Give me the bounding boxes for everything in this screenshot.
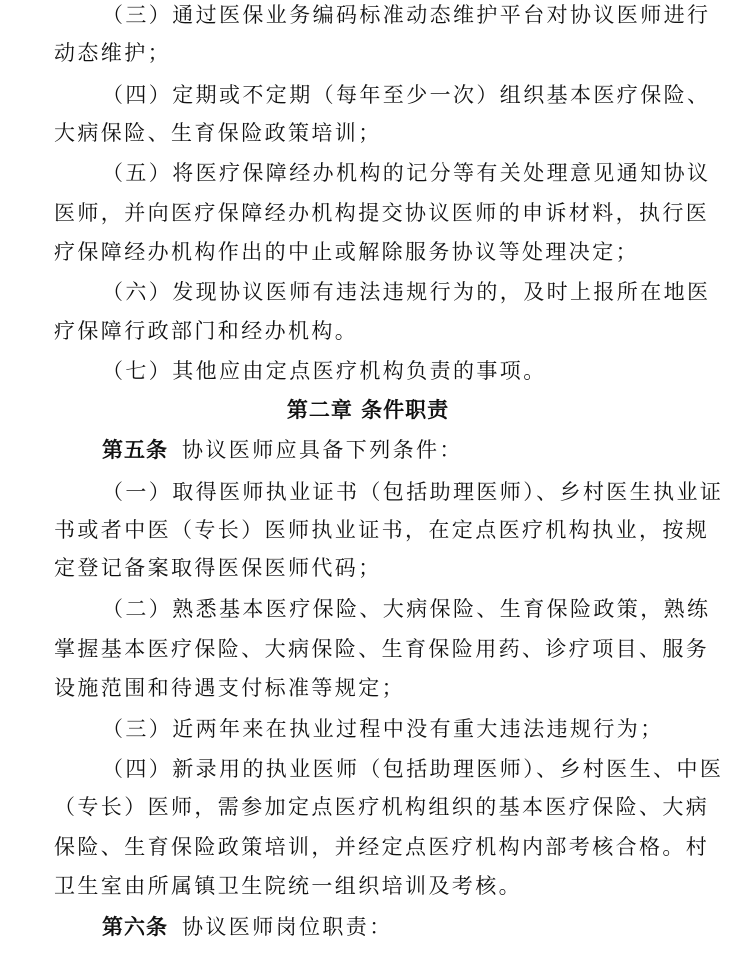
paragraph-line: （二）熟悉基本医疗保险、大病保险、生育保险政策，熟练 bbox=[102, 597, 711, 621]
paragraph-line: 定登记备案取得医保医师代码； bbox=[54, 556, 382, 580]
paragraph-line: （一）取得医师执业证书（包括助理医师）、乡村医生执业证 bbox=[102, 480, 724, 504]
paragraph-line: 书或者中医（专长）医师执业证书，在定点医疗机构执业，按规 bbox=[54, 518, 710, 542]
paragraph-line: （专长）医师，需参加定点医疗机构组织的基本医疗保险、大病 bbox=[54, 795, 710, 819]
paragraph-line: 动态维护； bbox=[54, 41, 171, 65]
paragraph-line: 保险、生育保险政策培训，并经定点医疗机构内部考核合格。村 bbox=[54, 835, 710, 859]
article-label: 第五条 bbox=[102, 438, 168, 462]
article-text: 协议医师岗位职责： bbox=[182, 915, 393, 939]
paragraph-line: 掌握基本医疗保险、大病保险、生育保险用药、诊疗项目、服务 bbox=[54, 637, 710, 661]
paragraph-line: 设施范围和待遇支付标准等规定； bbox=[54, 676, 405, 700]
paragraph-line: 疗保障经办机构作出的中止或解除服务协议等处理决定； bbox=[54, 240, 639, 264]
paragraph-line: （六）发现协议医师有违法违规行为的，及时上报所在地医 bbox=[102, 280, 711, 304]
paragraph-line: （三）通过医保业务编码标准动态维护平台对协议医师进行 bbox=[102, 3, 711, 27]
paragraph-line: （四）新录用的执业医师（包括助理医师）、乡村医生、中医 bbox=[102, 757, 724, 781]
paragraph-line: （三）近两年来在执业过程中没有重大违法违规行为； bbox=[102, 717, 664, 741]
paragraph-line: （五）将医疗保障经办机构的记分等有关处理意见通知协议 bbox=[102, 161, 711, 185]
article-text: 协议医师应具备下列条件： bbox=[182, 438, 463, 462]
paragraph-line: （四）定期或不定期（每年至少一次）组织基本医疗保险、 bbox=[102, 83, 711, 107]
paragraph-line: 医师，并向医疗保障经办机构提交协议医师的申诉材料，执行医 bbox=[54, 201, 710, 225]
chapter-heading: 第二章 条件职责 bbox=[286, 398, 450, 422]
article-five bbox=[102, 435, 463, 465]
article-six bbox=[102, 912, 393, 942]
paragraph-line: 大病保险、生育保险政策培训； bbox=[54, 121, 382, 145]
paragraph-line: 疗保障行政部门和经办机构。 bbox=[54, 319, 359, 343]
paragraph-line: （七）其他应由定点医疗机构负责的事项。 bbox=[102, 359, 547, 383]
article-label: 第六条 bbox=[102, 915, 168, 939]
paragraph-line: 卫生室由所属镇卫生院统一组织培训及考核。 bbox=[54, 874, 522, 898]
